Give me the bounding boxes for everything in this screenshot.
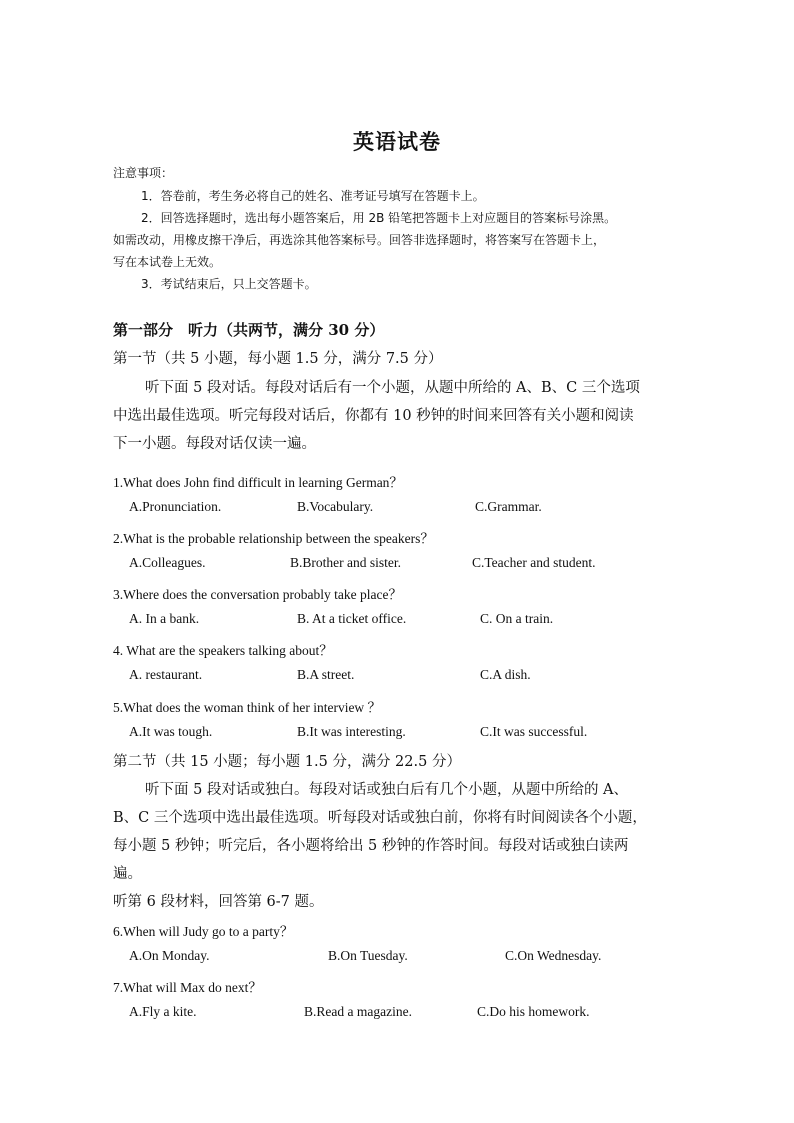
question-6-option-c: C.On Wednesday.	[505, 948, 602, 963]
question-7-stem: 7.What will Max do next？	[113, 980, 262, 995]
note-line-1: 1．答卷前，考生务必将自己的姓名、准考证号填写在答题卡上。	[141, 189, 485, 203]
note-line-4: 写在本试卷上无效。	[113, 255, 222, 269]
question-7-option-b: B.Read a magazine.	[304, 1004, 412, 1019]
section2-material-label: 听第 6 段材料，回答第 6-7 题。	[113, 894, 324, 910]
question-6-stem: 6.When will Judy go to a party？	[113, 924, 294, 939]
section2-instruction-2: B、C 三个选项中选出最佳选项。听每段对话或独白前，你将有时间阅读各个小题，	[113, 810, 647, 826]
note-line-2: 2．回答选择题时，选出每小题答案后，用 2B 铅笔把答题卡上对应题目的答案标号涂黑。	[141, 211, 617, 225]
section1-instruction-1: 听下面 5 段对话。每段对话后有一个小题，从题中所给的 A、B、C 三个选项	[145, 380, 640, 396]
part1-title: 第一部分 听力（共两节，满分 30 分）	[113, 321, 385, 339]
question-6-option-b: B.On Tuesday.	[328, 948, 408, 963]
question-2-option-b: B.Brother and sister.	[290, 555, 401, 570]
question-5-stem: 5.What does the woman think of her interview ？	[113, 700, 382, 715]
section2-instruction-3: 每小题 5 秒钟；听完后，各小题将给出 5 秒钟的作答时间。每段对话或独白读两	[113, 838, 629, 854]
question-6-option-a: A.On Monday.	[129, 948, 210, 963]
question-3-option-b: B. At a ticket office.	[297, 611, 407, 626]
question-5-option-b: B.It was interesting.	[297, 724, 406, 739]
question-3-option-a: A. In a bank.	[129, 611, 200, 626]
question-4-option-b: B.A street.	[297, 667, 355, 682]
question-5-option-c: C.It was successful.	[480, 724, 588, 739]
question-1-stem: 1.What does John find difficult in learning German？	[113, 475, 403, 490]
question-5-option-a: A.It was tough.	[129, 724, 213, 739]
question-3-option-c: C. On a train.	[480, 611, 554, 626]
question-4-stem: 4. What are the speakers talking about？	[113, 643, 333, 658]
note-line-3: 如需改动，用橡皮擦干净后，再选涂其他答案标号。回答非选择题时，将答案写在答题卡上，	[113, 233, 606, 247]
section1-instruction-3: 下一小题。每段对话仅读一遍。	[113, 436, 316, 452]
question-2-option-a: A.Colleagues.	[129, 555, 206, 570]
question-1-option-a: A.Pronunciation.	[129, 499, 222, 514]
section1-title: 第一节（共 5 小题，每小题 1.5 分，满分 7.5 分）	[113, 351, 443, 367]
question-2-option-c: C.Teacher and student.	[472, 555, 596, 570]
section1-instruction-2: 中选出最佳选项。听完每段对话后，你都有 10 秒钟的时间来回答有关小题和阅读	[113, 408, 634, 424]
question-7-option-a: A.Fly a kite.	[129, 1004, 197, 1019]
section2-instruction-1: 听下面 5 段对话或独白。每段对话或独白后有几个小题，从题中所给的 A、	[145, 782, 629, 798]
question-1-option-c: C.Grammar.	[475, 499, 542, 514]
question-7-option-c: C.Do his homework.	[477, 1004, 590, 1019]
section2-title: 第二节（共 15 小题；每小题 1.5 分，满分 22.5 分）	[113, 754, 461, 770]
notes-heading: 注意事项：	[113, 166, 174, 180]
page-title: 英语试卷	[353, 129, 441, 154]
question-4-option-c: C.A dish.	[480, 667, 531, 682]
question-4-option-a: A. restaurant.	[129, 667, 203, 682]
question-2-stem: 2.What is the probable relationship between the speakers？	[113, 531, 434, 546]
section2-instruction-4: 遍。	[113, 866, 142, 882]
question-3-stem: 3.Where does the conversation probably take place？	[113, 587, 403, 602]
question-1-option-b: B.Vocabulary.	[297, 499, 374, 514]
note-line-5: 3．考试结束后，只上交答题卡。	[141, 277, 317, 291]
